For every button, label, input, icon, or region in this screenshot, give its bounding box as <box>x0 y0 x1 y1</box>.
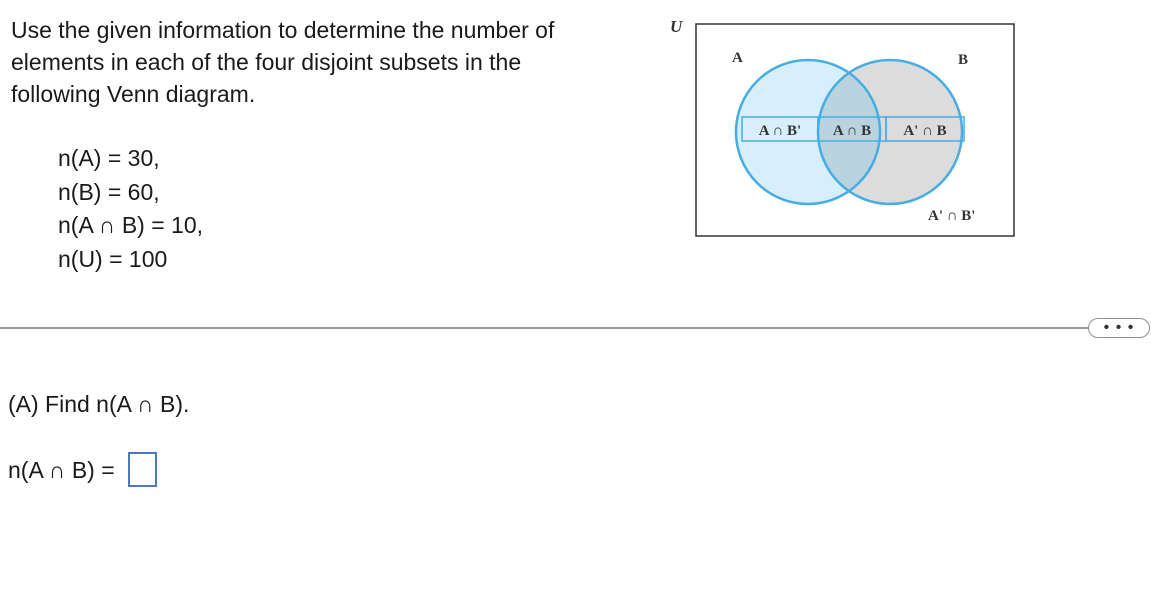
given-values-list <box>58 142 203 276</box>
region-both-label: A ∩ B <box>832 123 872 139</box>
given-n-b: n(B) = 60, <box>58 178 160 205</box>
answer-row <box>8 452 157 487</box>
given-n-u: n(U) = 100 <box>58 245 168 272</box>
part-a-question: (A) Find n(A ∩ B). <box>8 391 190 417</box>
universe-label: U <box>670 17 683 36</box>
set-b-label: B <box>958 52 969 68</box>
set-a-label: A <box>732 50 743 66</box>
answer-input[interactable] <box>128 452 157 487</box>
section-divider <box>0 327 1090 329</box>
region-a-only-label: A ∩ B' <box>758 123 802 139</box>
venn-diagram-svg <box>668 14 1020 240</box>
answer-label: n(A ∩ B) = <box>8 456 122 483</box>
region-neither-label: A' ∩ B' <box>928 208 976 224</box>
given-n-a: n(A) = 30, <box>58 145 160 171</box>
region-b-only-label: A' ∩ B <box>903 123 947 139</box>
venn-diagram <box>668 14 1020 240</box>
question-prompt: Use the given information to determine the number of elements in each of the four disjoint subsets in the following Venn diagram. <box>11 17 555 107</box>
more-options-button[interactable]: • • • <box>1088 318 1150 338</box>
given-n-a-intersect-b: n(A ∩ B) = 10, <box>58 212 204 238</box>
